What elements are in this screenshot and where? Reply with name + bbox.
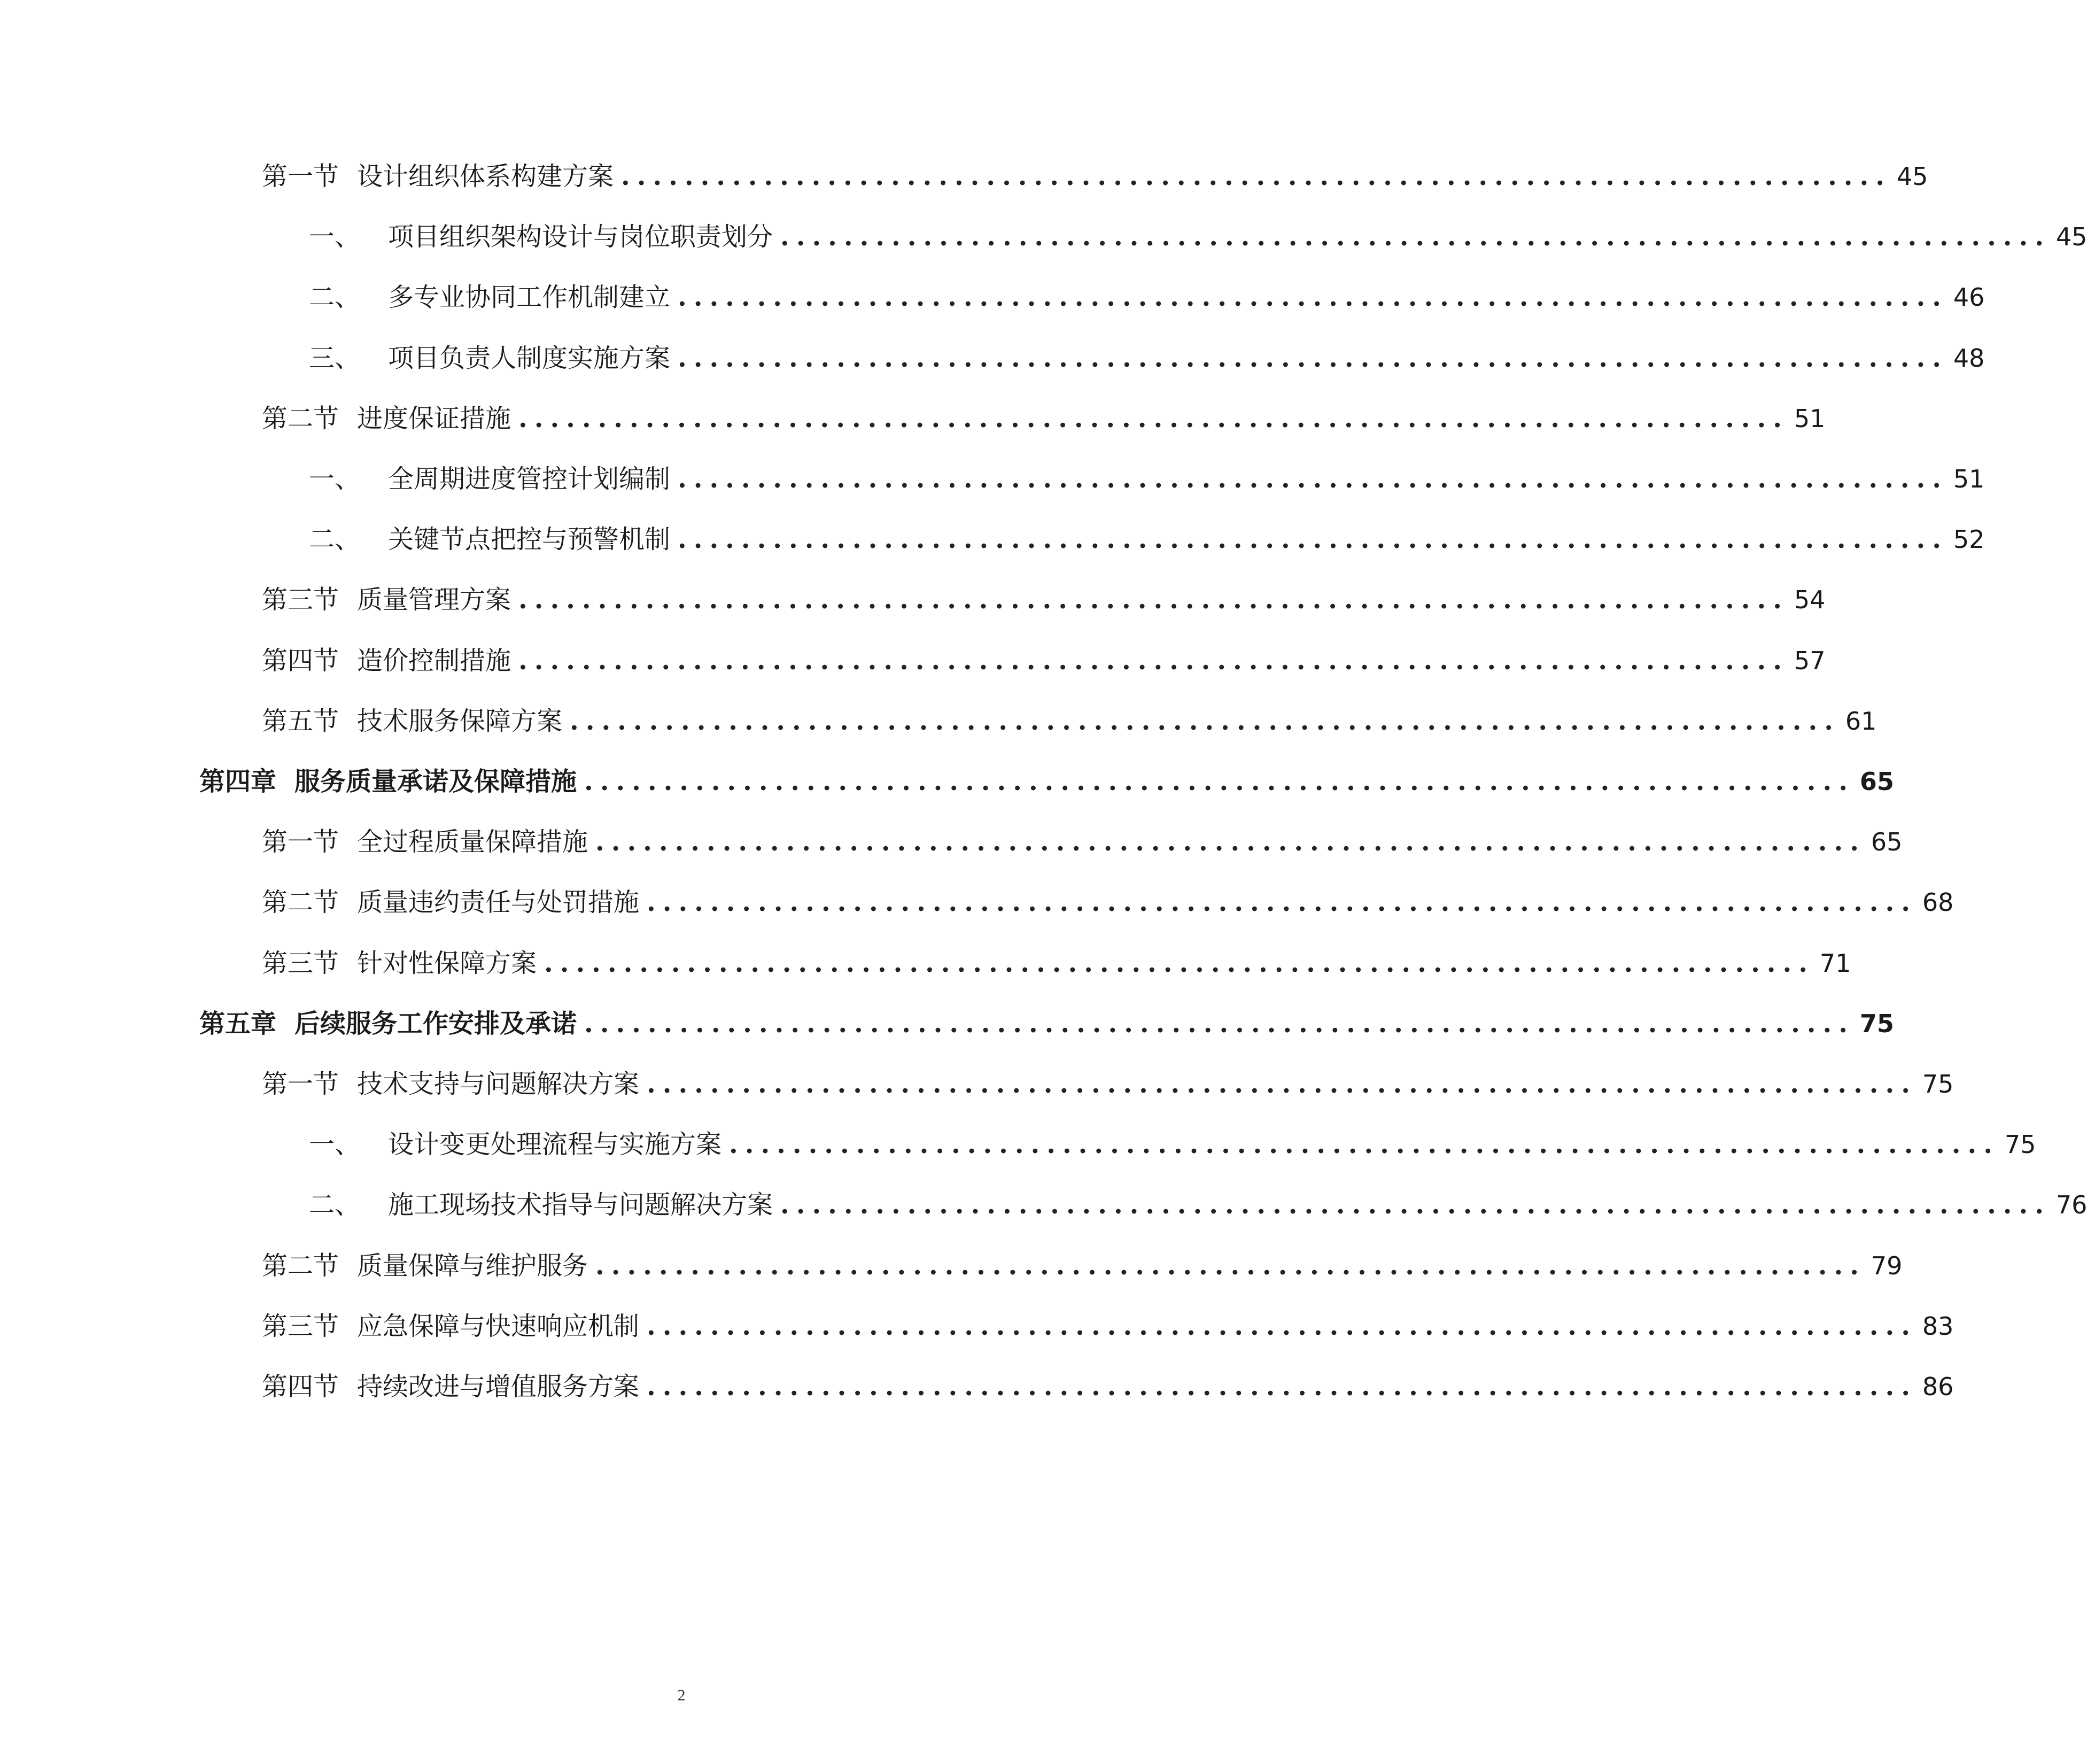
toc-entry-title: 持续改进与增值服务方案 xyxy=(357,1372,640,1402)
toc-dot-leader: ................................................................................ xyxy=(780,222,2051,252)
toc-entry-page: 51 xyxy=(1794,404,1826,433)
toc-entry-number: 第一节 xyxy=(262,1069,339,1099)
toc-entry-number: 第一节 xyxy=(262,827,339,857)
toc-entry-number: 第三节 xyxy=(262,948,339,978)
toc-dot-leader: ................................................................................ xyxy=(647,1372,1917,1402)
toc-entry-page: 75 xyxy=(2004,1130,2036,1159)
toc-entry[interactable] xyxy=(262,1305,1954,1348)
toc-entry[interactable] xyxy=(262,821,1903,863)
toc-entry[interactable] xyxy=(309,276,1985,319)
toc-dot-leader: ................................................................................ xyxy=(518,645,1789,676)
toc-entry-title: 质量违约责任与处罚措施 xyxy=(357,887,640,918)
toc-entry-page: 46 xyxy=(1953,283,1985,312)
toc-entry-page: 51 xyxy=(1953,465,1985,493)
toc-entry-title: 造价控制措施 xyxy=(357,645,511,676)
toc-entry-title: 施工现场技术指导与问题解决方案 xyxy=(388,1190,773,1220)
toc-entry[interactable] xyxy=(262,881,1954,924)
toc-entry-number: 第五章 xyxy=(199,1008,277,1039)
toc-entry[interactable] xyxy=(199,760,1894,803)
toc-entry-title: 设计变更处理流程与实施方案 xyxy=(388,1129,722,1160)
toc-entry-number: 第四章 xyxy=(199,767,277,796)
toc-entry-number: 第二节 xyxy=(262,1250,339,1281)
toc-entry-title: 全周期进度管控计划编制 xyxy=(388,464,671,494)
toc-dot-leader: ................................................................................ xyxy=(647,1069,1917,1099)
toc-entry-number: 三、 xyxy=(309,343,361,373)
toc-dot-leader: ................................................................................ xyxy=(678,464,1948,494)
toc-entry-number: 二、 xyxy=(309,282,361,313)
toc-entry-page: 65 xyxy=(1859,767,1894,796)
toc-dot-leader: ................................................................................ xyxy=(678,343,1948,373)
toc-entry[interactable] xyxy=(262,155,1928,198)
toc-entry-page: 86 xyxy=(1922,1372,1954,1401)
toc-dot-leader: ................................................................................ xyxy=(584,1008,1855,1039)
toc-entry[interactable] xyxy=(262,700,1877,742)
toc-entry[interactable] xyxy=(309,518,1985,561)
toc-entry[interactable] xyxy=(199,1002,1894,1045)
toc-entry-title: 全过程质量保障措施 xyxy=(357,827,588,857)
toc-entry[interactable] xyxy=(309,458,1985,500)
toc-entry[interactable] xyxy=(309,337,1985,380)
toc-entry-title: 项目负责人制度实施方案 xyxy=(388,343,671,373)
toc-entry-title: 项目组织架构设计与岗位职责划分 xyxy=(388,222,773,252)
toc-entry-page: 76 xyxy=(2055,1190,2087,1220)
toc-entry-page: 83 xyxy=(1922,1311,1954,1341)
toc-entry-page: 79 xyxy=(1871,1251,1903,1280)
toc-entry[interactable] xyxy=(262,578,1826,621)
toc-entry-number: 一、 xyxy=(309,464,361,494)
toc-entry-page: 65 xyxy=(1871,827,1903,857)
toc-dot-leader: ................................................................................ xyxy=(647,1311,1917,1341)
toc-dot-leader: ................................................................................ xyxy=(729,1129,1999,1160)
toc-entry-title: 质量保障与维护服务 xyxy=(357,1250,588,1281)
toc-dot-leader: ................................................................................ xyxy=(570,706,1840,736)
toc-entry-title: 针对性保障方案 xyxy=(357,948,537,978)
toc-entry-page: 54 xyxy=(1794,585,1826,615)
toc-entry-page: 71 xyxy=(1819,948,1851,978)
toc-entry-title: 进度保证措施 xyxy=(357,403,511,434)
toc-entry[interactable] xyxy=(262,639,1826,682)
toc-entry-number: 一、 xyxy=(309,1129,361,1160)
toc-entry-number: 第四节 xyxy=(262,1372,339,1402)
toc-entry[interactable] xyxy=(309,1123,2036,1166)
toc-entry-page: 48 xyxy=(1953,343,1985,373)
toc-dot-leader: ................................................................................ xyxy=(678,282,1948,313)
toc-entry-number: 第五节 xyxy=(262,706,339,736)
toc-entry[interactable] xyxy=(262,1365,1954,1408)
toc-dot-leader: ................................................................................ xyxy=(780,1190,2051,1220)
toc-entry[interactable] xyxy=(262,1244,1903,1287)
toc-entry-title: 技术服务保障方案 xyxy=(357,706,563,736)
toc-entry-title: 设计组织体系构建方案 xyxy=(357,161,614,191)
toc-entry-title: 质量管理方案 xyxy=(357,585,511,615)
toc-entry[interactable] xyxy=(262,942,1851,985)
toc-entry-page: 68 xyxy=(1922,888,1954,917)
toc-entry-title: 关键节点把控与预警机制 xyxy=(388,524,671,555)
toc-dot-leader: ................................................................................ xyxy=(621,161,1891,191)
page-number: 2 xyxy=(677,1686,686,1704)
toc-entry-title: 多专业协同工作机制建立 xyxy=(388,282,671,313)
toc-entry[interactable] xyxy=(262,397,1826,440)
toc-entry-number: 二、 xyxy=(309,1190,361,1220)
toc-entry-number: 第四节 xyxy=(262,645,339,676)
toc-entry-page: 57 xyxy=(1794,646,1826,675)
toc-entry-number: 第三节 xyxy=(262,585,339,615)
toc-dot-leader: ................................................................................ xyxy=(647,887,1917,918)
toc-entry-title: 技术支持与问题解决方案 xyxy=(357,1069,640,1099)
toc-dot-leader: ................................................................................ xyxy=(518,585,1789,615)
toc-entry-number: 第二节 xyxy=(262,887,339,918)
toc-entry-number: 一、 xyxy=(309,222,361,252)
toc-entry-title: 应急保障与快速响应机制 xyxy=(357,1311,640,1341)
toc-entry-number: 第三节 xyxy=(262,1311,339,1341)
toc-entry[interactable] xyxy=(262,1063,1954,1105)
toc-entry-page: 75 xyxy=(1859,1009,1894,1038)
toc-dot-leader: ................................................................................ xyxy=(595,1250,1866,1281)
toc-entry-page: 45 xyxy=(2055,222,2087,252)
toc-entry-number: 第二节 xyxy=(262,403,339,434)
toc-dot-leader: ................................................................................ xyxy=(544,948,1814,978)
toc-dot-leader: ................................................................................ xyxy=(584,767,1855,796)
toc-entry-page: 75 xyxy=(1922,1070,1954,1098)
toc-entry-page: 61 xyxy=(1845,706,1877,736)
toc-entry-number: 第一节 xyxy=(262,161,339,191)
toc-dot-leader: ................................................................................ xyxy=(678,524,1948,555)
toc-entry-title: 后续服务工作安排及承诺 xyxy=(294,1008,577,1039)
toc-entry-title: 服务质量承诺及保障措施 xyxy=(294,767,577,796)
toc-dot-leader: ................................................................................ xyxy=(595,827,1866,857)
toc-entry-number: 二、 xyxy=(309,524,361,555)
toc-dot-leader: ................................................................................ xyxy=(518,403,1789,434)
toc-entry[interactable] xyxy=(309,215,2087,258)
toc-entry-page: 52 xyxy=(1953,525,1985,554)
toc-entry[interactable] xyxy=(309,1183,2087,1226)
toc-entry-page: 45 xyxy=(1896,162,1928,191)
